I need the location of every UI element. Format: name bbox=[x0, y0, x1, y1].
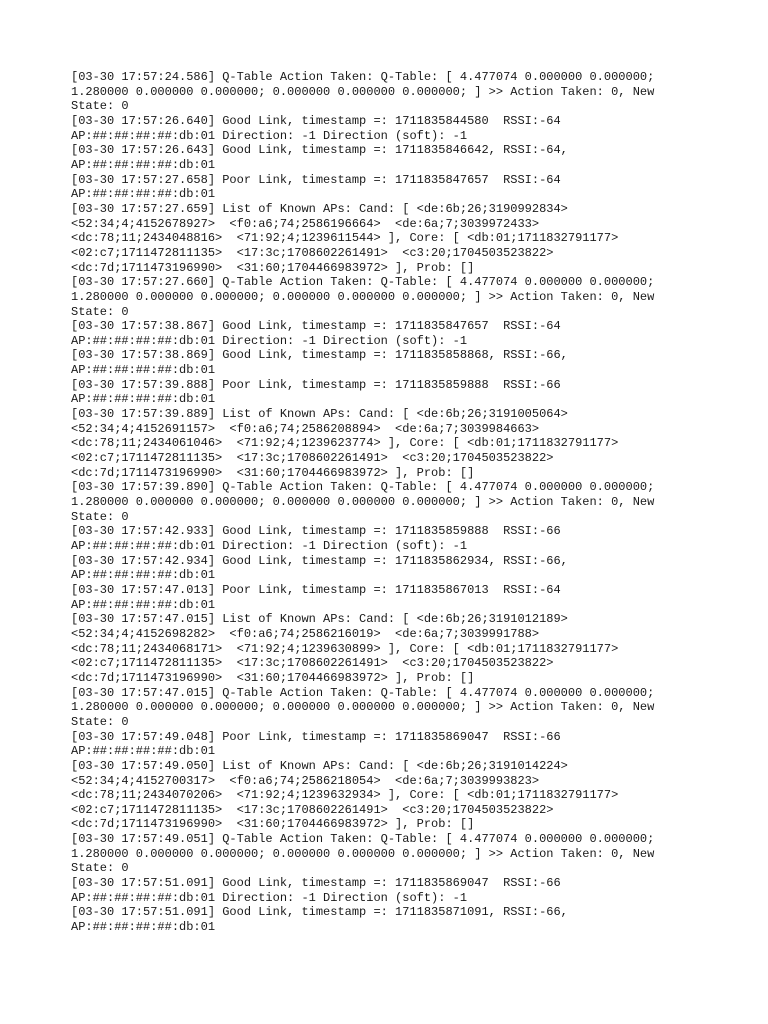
log-line: <dc:78;11;2434048816> <71:92;4;1239611544> ], Core: [ <db:01;1711832791177> bbox=[71, 231, 619, 246]
log-line: [03-30 17:57:24.586] Q-Table Action Taken: Q-Table: [ 4.477074 0.000000 0.000000; bbox=[71, 70, 655, 84]
log-line: [03-30 17:57:51.091] Good Link, timestamp =: 1711835871091, RSSI:-66, bbox=[71, 905, 568, 920]
log-line: [03-30 17:57:39.889] List of Known APs: Cand: [ <de:6b;26;3191005064> bbox=[71, 407, 568, 422]
log-line: AP:##:##:##:##:db:01 Direction: -1 Direction (soft): -1 bbox=[71, 890, 468, 905]
log-line: AP:##:##:##:##:db:01 bbox=[71, 597, 216, 612]
log-line: <52:34;4;4152678927> <f0:a6;74;2586196664> <de:6a;7;3039972433> bbox=[71, 216, 540, 231]
log-line: State: 0 bbox=[71, 99, 129, 114]
log-line: State: 0 bbox=[71, 304, 129, 319]
log-line: <dc:78;11;2434061046> <71:92;4;1239623774> ], Core: [ <db:01;1711832791177> bbox=[71, 436, 619, 451]
log-line: State: 0 bbox=[71, 861, 129, 876]
log-line: <dc:7d;1711473196990> <31:60;1704466983972> ], Prob: [] bbox=[71, 260, 475, 275]
log-document bbox=[71, 70, 691, 935]
log-line: <dc:78;11;2434068171> <71:92;4;1239630899> ], Core: [ <db:01;1711832791177> bbox=[71, 641, 619, 656]
log-line: [03-30 17:57:47.015] List of Known APs: Cand: [ <de:6b;26;3191012189> bbox=[71, 612, 568, 627]
log-line: <52:34;4;4152691157> <f0:a6;74;2586208894> <de:6a;7;3039984663> bbox=[71, 421, 540, 436]
log-line: <52:34;4;4152700317> <f0:a6;74;2586218054> <de:6a;7;3039993823> bbox=[71, 773, 540, 788]
log-line: 1.280000 0.000000 0.000000; 0.000000 0.000000 0.000000; ] >> Action Taken: 0, New bbox=[71, 84, 655, 99]
log-line: [03-30 17:57:27.658] Poor Link, timestamp =: 1711835847657 RSSI:-64 bbox=[71, 172, 561, 187]
log-line: <dc:7d;1711473196990> <31:60;1704466983972> ], Prob: [] bbox=[71, 670, 475, 685]
log-line: <02:c7;1711472811135> <17:3c;1708602261491> <c3:20;1704503523822> bbox=[71, 245, 554, 260]
log-line: <02:c7;1711472811135> <17:3c;1708602261491> <c3:20;1704503523822> bbox=[71, 802, 554, 817]
log-line: [03-30 17:57:27.660] Q-Table Action Taken: Q-Table: [ 4.477074 0.000000 0.000000; bbox=[71, 275, 655, 290]
log-line: [03-30 17:57:38.867] Good Link, timestamp =: 1711835847657 RSSI:-64 bbox=[71, 319, 561, 334]
log-line: AP:##:##:##:##:db:01 bbox=[71, 744, 216, 759]
log-line: [03-30 17:57:49.051] Q-Table Action Taken: Q-Table: [ 4.477074 0.000000 0.000000; bbox=[71, 832, 655, 847]
log-line: AP:##:##:##:##:db:01 bbox=[71, 187, 216, 202]
log-line: State: 0 bbox=[71, 509, 129, 524]
log-line: [03-30 17:57:39.888] Poor Link, timestamp =: 1711835859888 RSSI:-66 bbox=[71, 377, 561, 392]
log-line: AP:##:##:##:##:db:01 bbox=[71, 392, 216, 407]
log-line: AP:##:##:##:##:db:01 bbox=[71, 568, 216, 583]
log-line: <02:c7;1711472811135> <17:3c;1708602261491> <c3:20;1704503523822> bbox=[71, 656, 554, 671]
log-line: AP:##:##:##:##:db:01 bbox=[71, 157, 216, 172]
log-line: 1.280000 0.000000 0.000000; 0.000000 0.000000 0.000000; ] >> Action Taken: 0, New bbox=[71, 289, 655, 304]
log-line: <dc:7d;1711473196990> <31:60;1704466983972> ], Prob: [] bbox=[71, 465, 475, 480]
log-line: [03-30 17:57:49.050] List of Known APs: Cand: [ <de:6b;26;3191014224> bbox=[71, 758, 568, 773]
log-line: AP:##:##:##:##:db:01 Direction: -1 Direction (soft): -1 bbox=[71, 333, 468, 348]
log-line: <02:c7;1711472811135> <17:3c;1708602261491> <c3:20;1704503523822> bbox=[71, 451, 554, 466]
log-line: [03-30 17:57:38.869] Good Link, timestamp =: 1711835858868, RSSI:-66, bbox=[71, 348, 568, 363]
log-line: [03-30 17:57:47.013] Poor Link, timestamp =: 1711835867013 RSSI:-64 bbox=[71, 582, 561, 597]
log-line: [03-30 17:57:51.091] Good Link, timestamp =: 1711835869047 RSSI:-66 bbox=[71, 876, 561, 891]
log-line: 1.280000 0.000000 0.000000; 0.000000 0.000000 0.000000; ] >> Action Taken: 0, New bbox=[71, 846, 655, 861]
log-line: 1.280000 0.000000 0.000000; 0.000000 0.000000 0.000000; ] >> Action Taken: 0, New bbox=[71, 495, 655, 510]
log-line: <dc:78;11;2434070206> <71:92;4;1239632934> ], Core: [ <db:01;1711832791177> bbox=[71, 788, 619, 803]
log-line: [03-30 17:57:26.640] Good Link, timestamp =: 1711835844580 RSSI:-64 bbox=[71, 113, 561, 128]
log-line: [03-30 17:57:42.933] Good Link, timestamp =: 1711835859888 RSSI:-66 bbox=[71, 524, 561, 539]
log-line: AP:##:##:##:##:db:01 bbox=[71, 363, 216, 378]
log-line: [03-30 17:57:42.934] Good Link, timestamp =: 1711835862934, RSSI:-66, bbox=[71, 553, 568, 568]
log-line: [03-30 17:57:39.890] Q-Table Action Taken: Q-Table: [ 4.477074 0.000000 0.000000; bbox=[71, 480, 655, 495]
log-line: State: 0 bbox=[71, 714, 129, 729]
log-line: 1.280000 0.000000 0.000000; 0.000000 0.000000 0.000000; ] >> Action Taken: 0, New bbox=[71, 700, 655, 715]
log-line: [03-30 17:57:26.643] Good Link, timestamp =: 1711835846642, RSSI:-64, bbox=[71, 143, 568, 158]
log-line: AP:##:##:##:##:db:01 bbox=[71, 920, 216, 935]
log-line: AP:##:##:##:##:db:01 Direction: -1 Direction (soft): -1 bbox=[71, 128, 468, 143]
log-line: <dc:7d;1711473196990> <31:60;1704466983972> ], Prob: [] bbox=[71, 817, 475, 832]
log-line: <52:34;4;4152698282> <f0:a6;74;2586216019> <de:6a;7;3039991788> bbox=[71, 626, 540, 641]
log-line: [03-30 17:57:49.048] Poor Link, timestamp =: 1711835869047 RSSI:-66 bbox=[71, 729, 561, 744]
log-line: [03-30 17:57:27.659] List of Known APs: Cand: [ <de:6b;26;3190992834> bbox=[71, 201, 568, 216]
log-line: AP:##:##:##:##:db:01 Direction: -1 Direction (soft): -1 bbox=[71, 539, 468, 553]
log-line: [03-30 17:57:47.015] Q-Table Action Taken: Q-Table: [ 4.477074 0.000000 0.000000; bbox=[71, 685, 655, 700]
